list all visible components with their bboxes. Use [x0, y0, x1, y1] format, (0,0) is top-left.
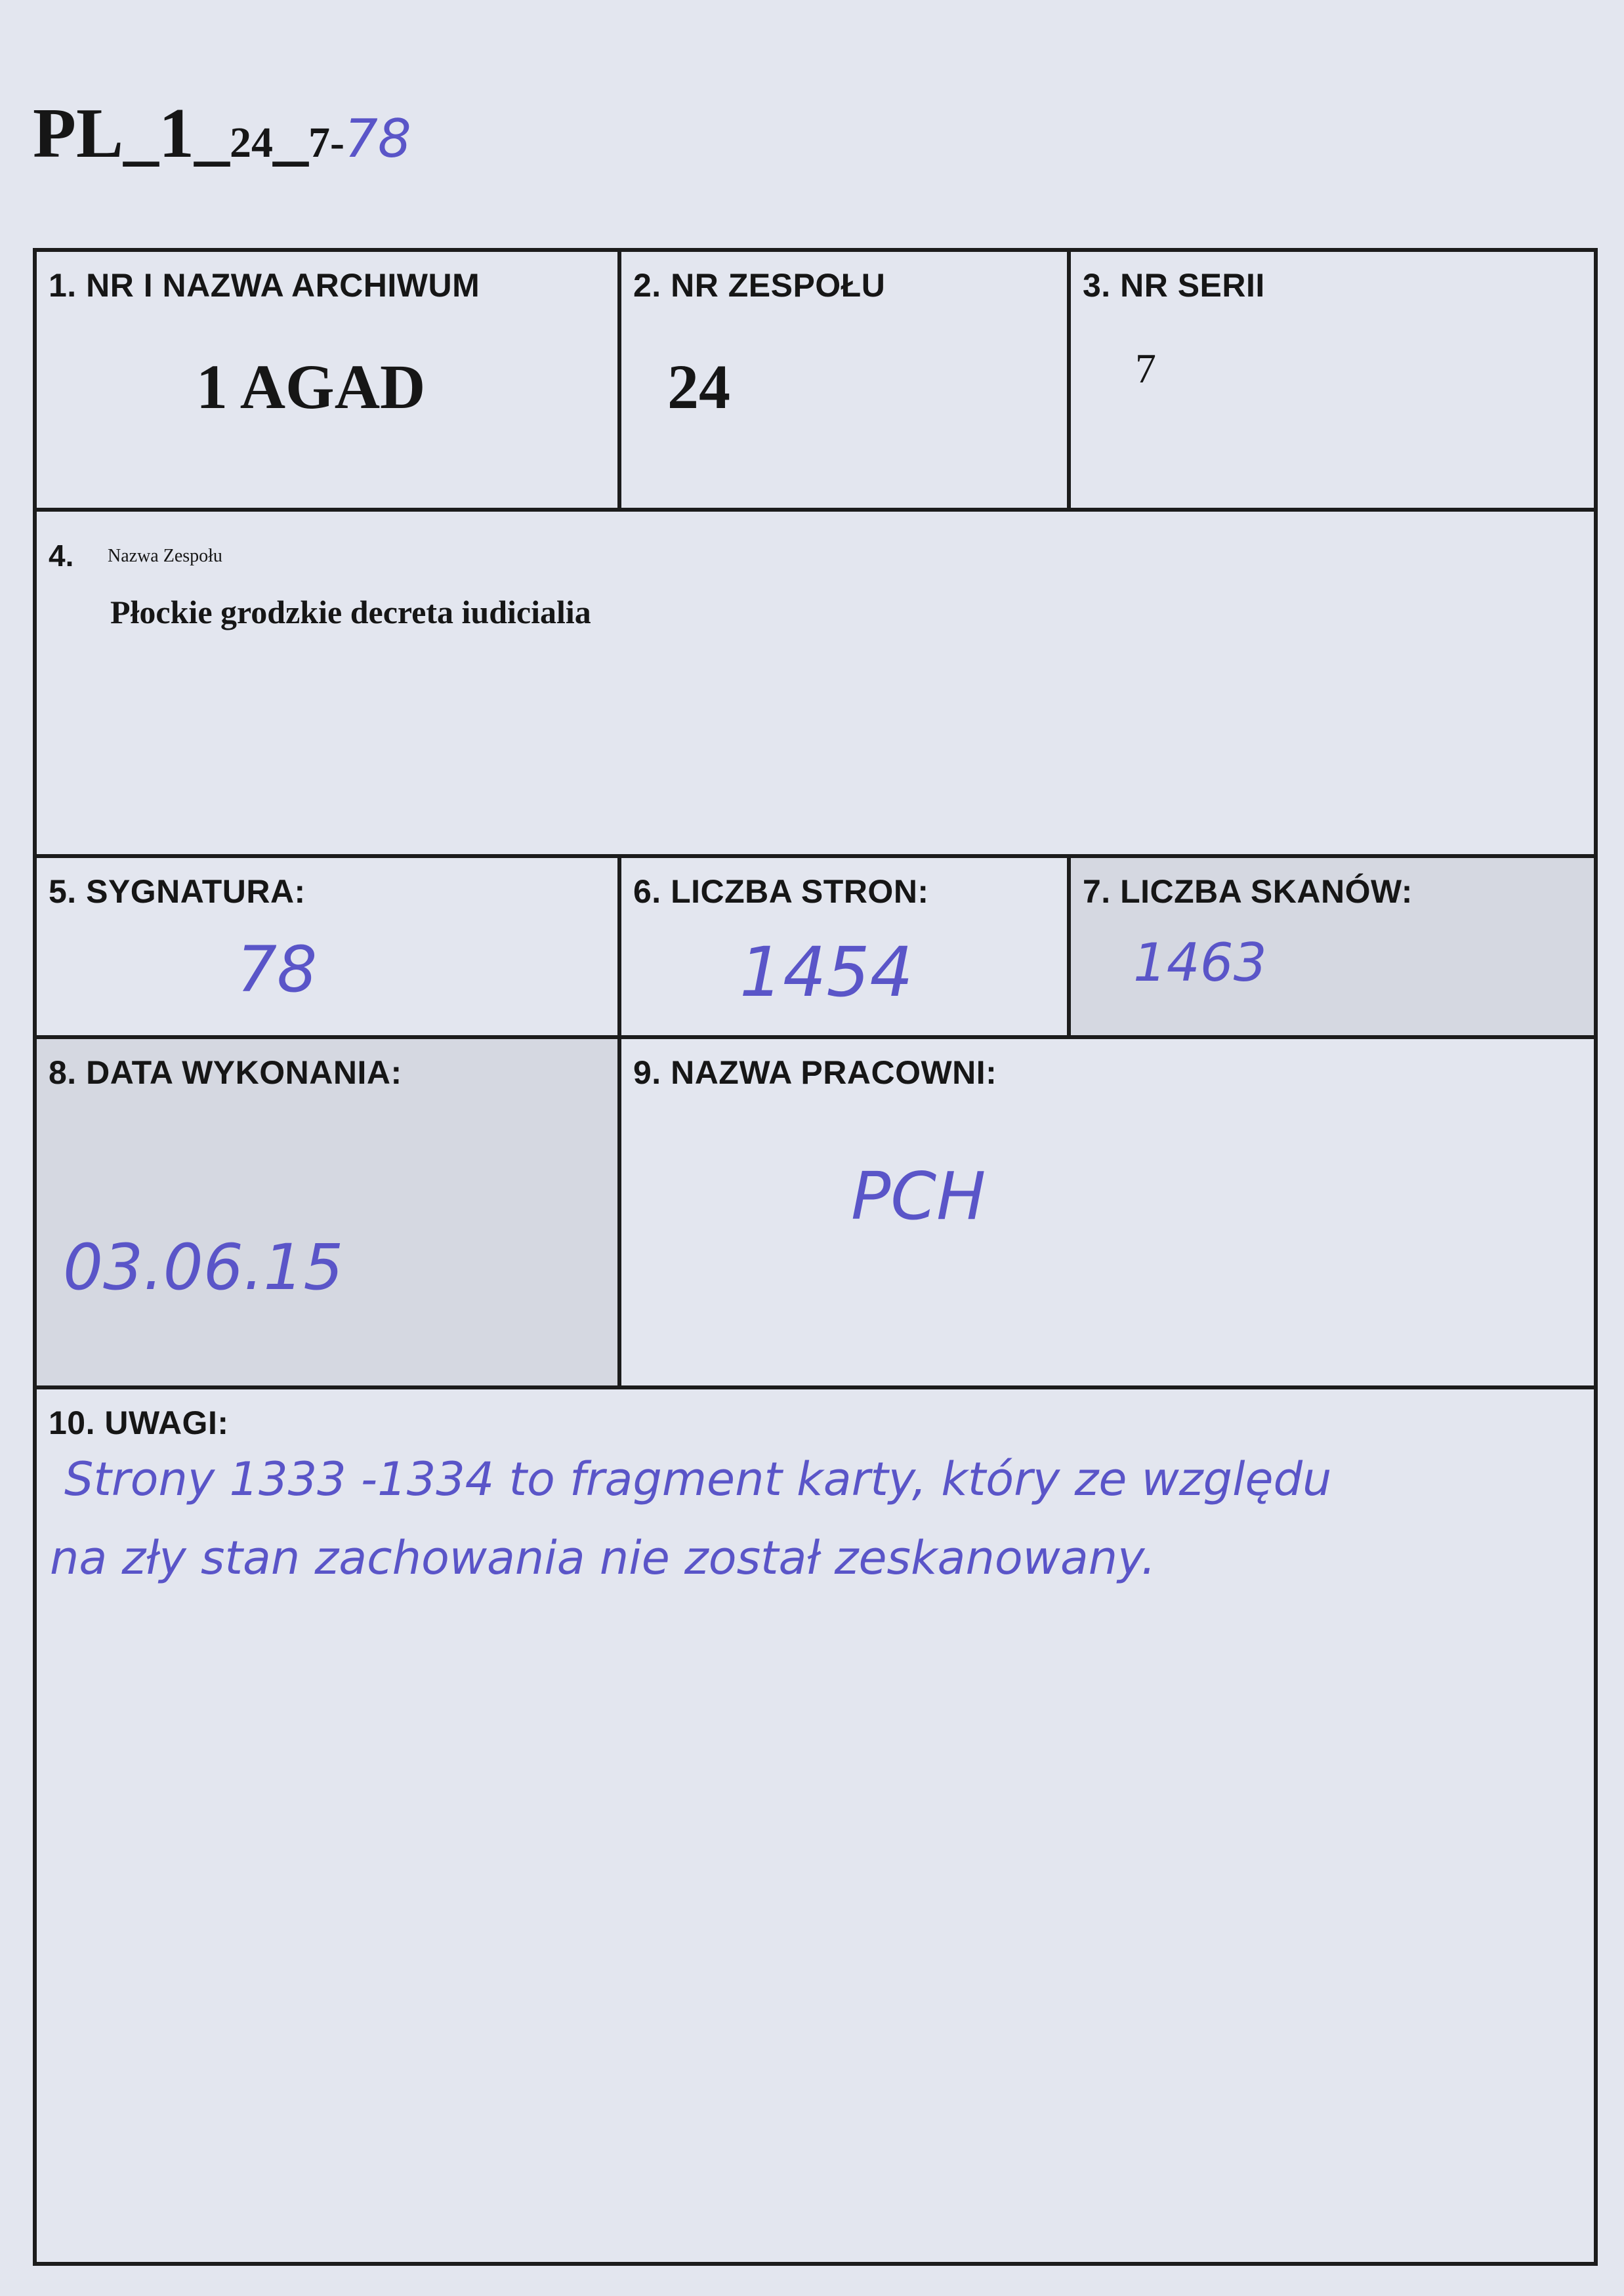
fond-name-number: 4. — [49, 539, 74, 573]
page-count-value: 1454 — [739, 932, 913, 1012]
page-count-label: 6. LICZBA STRON: — [633, 873, 929, 910]
signature-value: 78 — [237, 933, 318, 1006]
date-value: 03.06.15 — [63, 1231, 344, 1304]
page-code-prefix: PL_1_ — [33, 94, 230, 173]
page-code-fond: 24 — [230, 119, 274, 167]
page-code-series: 7 — [308, 119, 331, 167]
lab-value: PCH — [851, 1158, 986, 1235]
scan-count-cell — [1067, 854, 1598, 1039]
notes-line-1: Strony 1333 -1334 to fragment karty, który ze względu — [64, 1452, 1332, 1506]
scan-count-value: 1463 — [1133, 932, 1267, 993]
lab-label: 9. NAZWA PRACOWNI: — [633, 1054, 997, 1091]
lab-cell — [617, 1035, 1598, 1389]
archive-label: 1. NR I NAZWA ARCHIWUM — [49, 267, 480, 304]
fond-name-label: Nazwa Zespołu — [108, 546, 222, 566]
fond-number-label: 2. NR ZESPOŁU — [633, 267, 886, 304]
notes-cell — [33, 1385, 1598, 2266]
page-code-signature: 78 — [344, 108, 411, 169]
page-code-separator: _ — [273, 94, 309, 173]
date-cell — [33, 1035, 621, 1389]
series-number-label: 3. NR SERII — [1083, 267, 1265, 304]
fond-number-value: 24 — [667, 352, 730, 422]
series-number-cell — [1067, 248, 1598, 512]
fond-number-cell — [617, 248, 1071, 512]
archive-value: 1 AGAD — [196, 352, 426, 422]
fond-name-value: Płockie grodzkie decreta iudicialia — [110, 594, 591, 630]
page-code — [33, 94, 411, 173]
series-number-value: 7 — [1135, 345, 1156, 392]
scan-count-label: 7. LICZBA SKANÓW: — [1083, 873, 1413, 910]
signature-cell — [33, 854, 621, 1039]
notes-line-2: na zły stan zachowania nie został zeskanowany. — [50, 1531, 1156, 1585]
date-label: 8. DATA WYKONANIA: — [49, 1054, 402, 1091]
archive-cell — [33, 248, 621, 512]
page-code-dash: - — [330, 119, 344, 167]
page-count-cell — [617, 854, 1071, 1039]
signature-label: 5. SYGNATURA: — [49, 873, 306, 910]
fond-name-cell — [33, 508, 1598, 858]
notes-label: 10. UWAGI: — [49, 1404, 229, 1441]
